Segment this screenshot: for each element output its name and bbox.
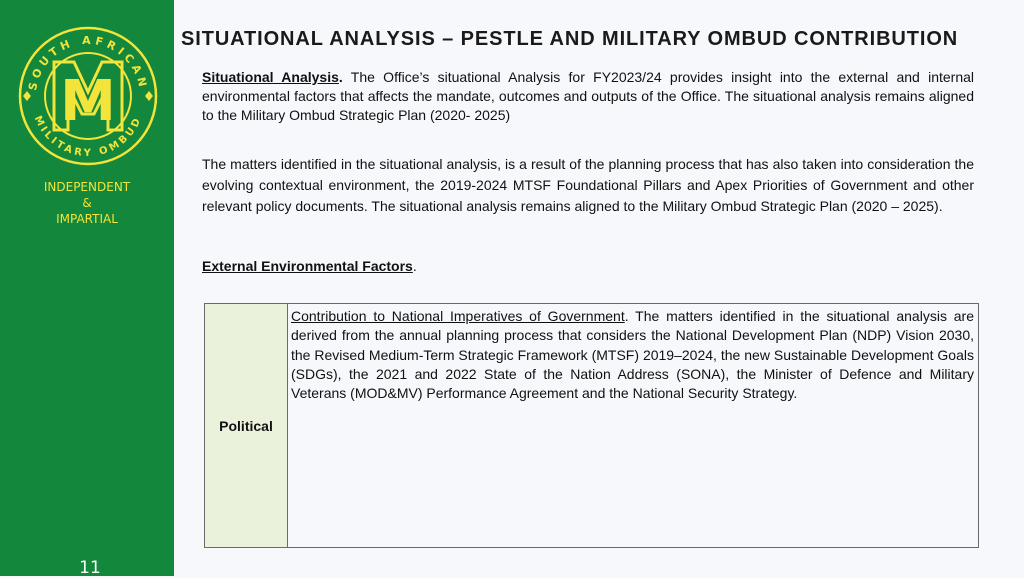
- tagline-line-3: IMPARTIAL: [56, 212, 118, 226]
- factor-cell-political: Political: [205, 304, 288, 547]
- external-factors-label: External Environmental Factors: [202, 258, 413, 274]
- context-paragraph: The matters identified in the situational analysis, is a result of the planning process that has also taken into consideration the evolving contextual environment, the 2019-2024 MTSF Foundational Pillars and Apex Priorities of Government and other relevant policy documents. The situational analysis remains aligned to the Military Ombud Strategic Plan (2020 – 2025).: [202, 156, 974, 214]
- intro-label-punct: .: [338, 69, 343, 85]
- political-content-cell: [288, 304, 978, 547]
- tagline-line-1: INDEPENDENT: [43, 180, 131, 194]
- tagline-line-2: &: [82, 196, 92, 210]
- intro-label: Situational Analysis: [202, 69, 339, 85]
- logo-ring-text-top: SOUTH AFRICAN: [26, 33, 150, 92]
- external-factors-heading: [202, 257, 974, 276]
- pestle-table: [204, 303, 979, 548]
- political-lead: Contribution to National Imperatives of Government: [291, 308, 625, 324]
- military-ombud-logo: [18, 26, 158, 166]
- tagline: [0, 179, 174, 227]
- logo-monogram: M: [60, 69, 116, 134]
- page-number: 11: [79, 558, 101, 578]
- political-text: . The matters identified in the situational analysis are derived from the annual planning process that considers the National Development Plan (NDP) Vision 2030, the Revised Medium-Term Strategic Framework (MTSF) 2019–2024, the new Sustainable Development Goals (SDGs), the 2021 and 2022 State of the Nation Address (SONA), the Minister of Defence and Military Veterans (MOD&MV) Performance Agreement and the National Security Strategy.: [291, 308, 974, 402]
- intro-paragraph: [202, 68, 974, 125]
- sidebar: [0, 0, 174, 576]
- external-factors-punct: .: [412, 258, 417, 274]
- page-title: SITUATIONAL ANALYSIS – PESTLE AND MILITARY OMBUD CONTRIBUTION: [181, 28, 959, 50]
- logo-ring-text-bottom: MILITARY OMBUD: [31, 114, 145, 160]
- intro-text: The Office’s situational Analysis for FY2023/24 provides insight into the external and internal environmental factors that affects the mandate, outcomes and outputs of the Office. The situational analysis remains aligned to the Military Ombud Strategic Plan (2020- 2025): [202, 69, 974, 123]
